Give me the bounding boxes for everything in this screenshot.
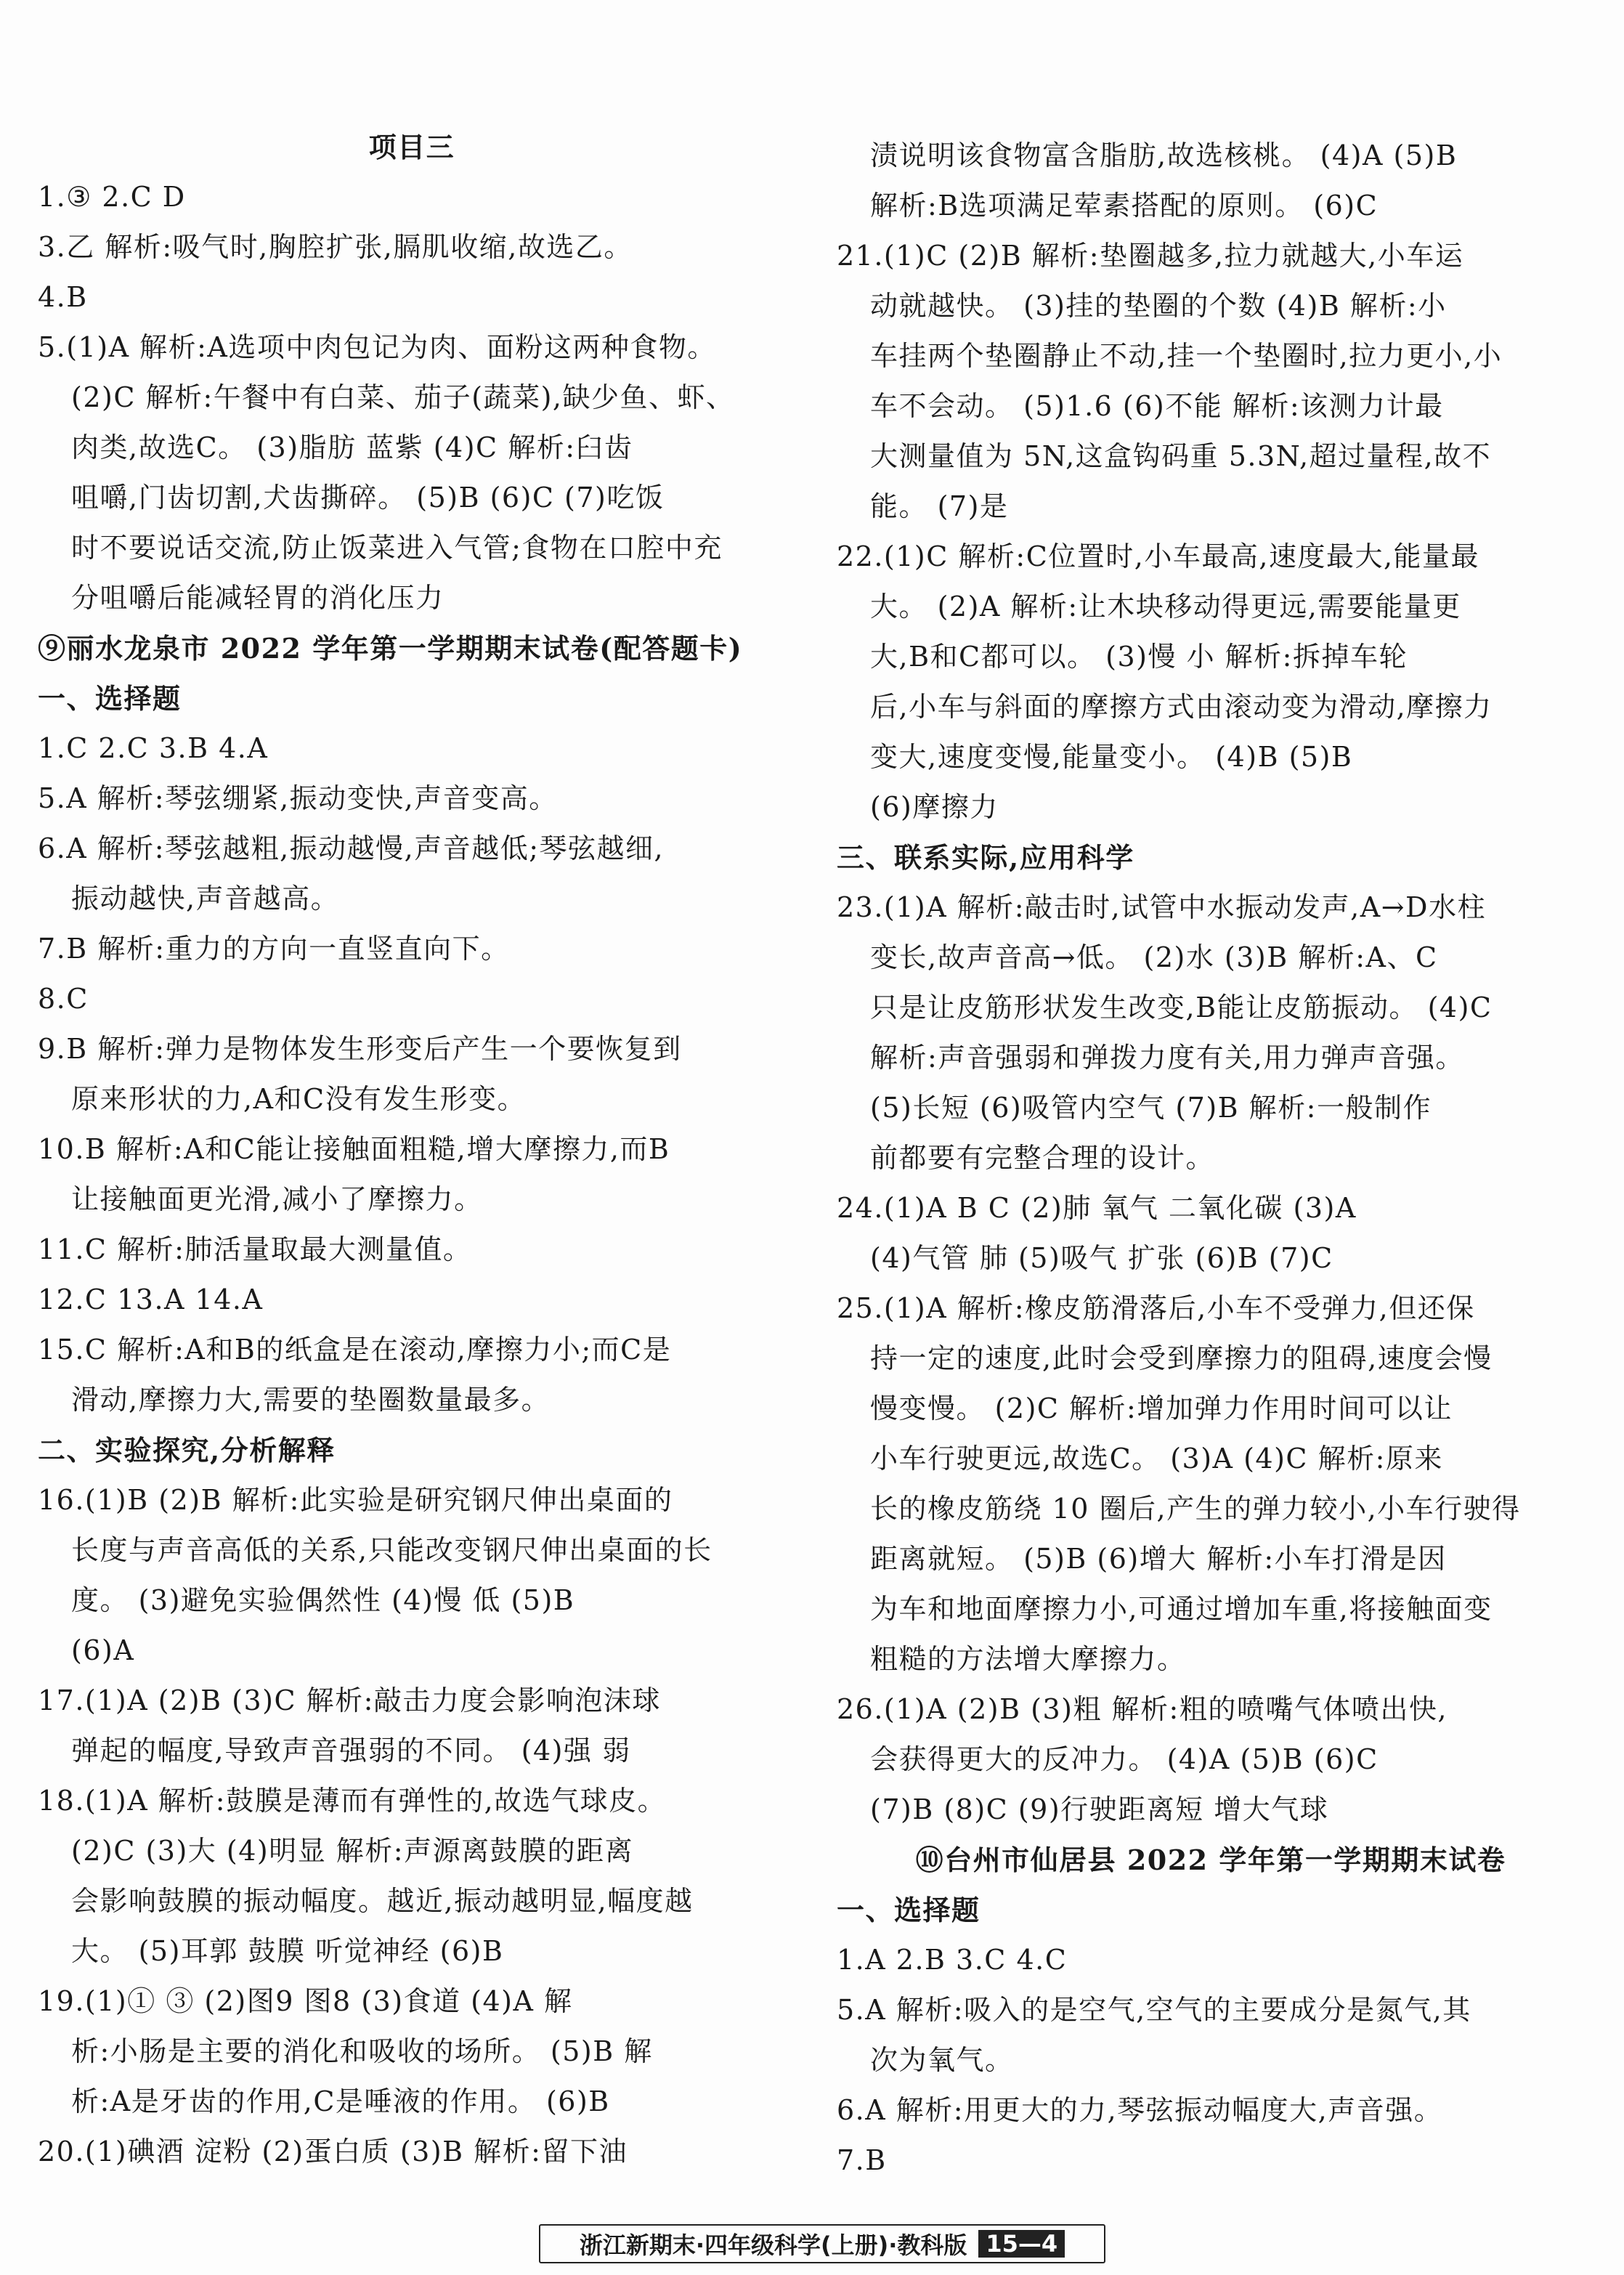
right-text-line: (4)气管 肺 (5)吸气 扩张 (6)B (7)C [870,1242,1333,1274]
left-text-line: 1.③ 2.C D [38,181,186,213]
right-text-line: 大。 (2)A 解析:让木块移动得更远,需要能量更 [870,591,1461,623]
right-column [837,131,1585,2186]
left-text-line: 析:A是牙齿的作用,C是唾液的作用。 (6)B [71,2085,610,2117]
right-text-line: 为车和地面摩擦力小,可通过增加车重,将接触面变 [870,1593,1493,1625]
right-text-line: 22.(1)C 解析:C位置时,小车最高,速度最大,能量最 [837,540,1480,572]
left-text-line: 20.(1)碘酒 淀粉 (2)蛋白质 (3)B 解析:留下油 [38,2136,628,2167]
right-text-line: 粗糙的方法增大摩擦力。 [870,1643,1186,1675]
left-text-line: 滑动,摩擦力大,需要的垫圈数量最多。 [71,1384,551,1416]
left-column [38,122,786,2177]
left-text-line: 18.(1)A 解析:鼓膜是薄而有弹性的,故选气球皮。 [38,1785,667,1817]
page-footer [539,2224,1105,2263]
left-text-line: 12.C 13.A 14.A [38,1284,264,1315]
left-text-line: 分咀嚼后能减轻胃的消化压力 [71,582,444,614]
left-text-line: 5.A 解析:琴弦绷紧,振动变快,声音变高。 [38,782,558,814]
left-text-line: 长度与声音高低的关系,只能改变钢尺伸出桌面的长 [71,1534,712,1566]
left-text-line: 4.B [38,281,88,313]
left-text-line: 弹起的幅度,导致声音强弱的不同。 (4)强 弱 [71,1735,631,1767]
left-text-line: 肉类,故选C。 (3)脂肪 蓝紫 (4)C 解析:臼齿 [71,431,633,463]
right-text-line: 解析:B选项满足荤素搭配的原则。 (6)C [870,190,1379,222]
right-text-line: 车挂两个垫圈静止不动,挂一个垫圈时,拉力更小,小 [870,340,1503,372]
right-text-line: 大,B和C都可以。 (3)慢 小 解析:拆掉车轮 [870,641,1408,673]
left-text-line: 19.(1)① ③ (2)图9 图8 (3)食道 (4)A 解 [38,1985,573,2017]
right-text-line: 持一定的速度,此时会受到摩擦力的阻碍,速度会慢 [870,1342,1493,1374]
left-text-line: 1.C 2.C 3.B 4.A [38,732,269,764]
right-text-line: 渍说明该食物富含脂肪,故选核桃。 (4)A (5)B [870,139,1458,171]
right-text-line: 慢变慢。 (2)C 解析:增加弹力作用时间可以让 [870,1392,1453,1424]
left-text-line: 3.乙 解析:吸气时,胸腔扩张,膈肌收缩,故选乙。 [38,231,633,263]
left-text-line: 10.B 解析:A和C能让接触面粗糙,增大摩擦力,而B [38,1133,670,1165]
left-text-line: (2)C 解析:午餐中有白菜、茄子(蔬菜),缺少鱼、虾、 [71,381,735,413]
right-text-line: 只是让皮筋形状发生改变,B能让皮筋振动。 (4)C [870,991,1493,1023]
right-text-line: 后,小车与斜面的摩擦方式由滚动变为滑动,摩擦力 [870,691,1493,723]
right-text-line: 变长,故声音高→低。 (2)水 (3)B 解析:A、C [870,941,1438,973]
left-text-line: 析:小肠是主要的消化和吸收的场所。 (5)B 解 [71,2035,653,2067]
right-text-line: 5.A 解析:吸入的是空气,空气的主要成分是氮气,其 [837,1994,1471,2026]
left-text-line: 二、实验探究,分析解释 [38,1434,336,1467]
right-text-line: ⑩台州市仙居县 2022 学年第一学期期末试卷 [915,1844,1506,1876]
right-text-line: 26.(1)A (2)B (3)粗 解析:粗的喷嘴气体喷出快, [837,1693,1448,1725]
left-text-line: 时不要说话交流,防止饭菜进入气管;食物在口腔中充 [71,532,723,564]
right-text-line: 小车行驶更远,故选C。 (3)A (4)C 解析:原来 [870,1443,1443,1475]
left-text-line: 7.B 解析:重力的方向一直竖直向下。 [38,933,510,965]
right-text-line: 24.(1)A B C (2)肺 氧气 二氧化碳 (3)A [837,1192,1357,1224]
right-text-line: 大测量值为 5N,这盒钩码重 5.3N,超过量程,故不 [870,440,1492,472]
left-text-line: 项目三 [368,131,455,163]
left-text-line: 17.(1)A (2)B (3)C 解析:敲击力度会影响泡沫球 [38,1684,661,1716]
left-text-line: 咀嚼,门齿切割,犬齿撕碎。 (5)B (6)C (7)吃饭 [71,482,665,514]
left-text-line: 8.C [38,983,89,1015]
left-text-line: 一、选择题 [38,682,182,715]
left-text-line: 6.A 解析:琴弦越粗,振动越慢,声音越低;琴弦越细, [38,832,665,864]
right-text-line: 一、选择题 [837,1894,981,1926]
left-text-line: (2)C (3)大 (4)明显 解析:声源离鼓膜的距离 [71,1835,634,1867]
footer-title: 浙江新期末·四年级科学(上册)·教科版 [579,2231,967,2259]
left-text-line: ⑨丽水龙泉市 2022 学年第一学期期末试卷(配答题卡) [38,632,743,665]
right-text-line: 三、联系实际,应用科学 [837,841,1134,874]
left-text-line: (6)A [71,1634,135,1666]
left-text-line: 11.C 解析:肺活量取最大测量值。 [38,1233,472,1265]
right-text-line: 能。 (7)是 [870,490,1009,522]
right-text-line: 长的橡皮筋绕 10 圈后,产生的弹力较小,小车行驶得 [870,1493,1521,1525]
right-text-line: 21.(1)C (2)B 解析:垫圈越多,拉力就越大,小车运 [837,240,1464,272]
right-text-line: (6)摩擦力 [870,791,999,823]
right-text-line: 动就越快。 (3)挂的垫圈的个数 (4)B 解析:小 [870,290,1447,322]
page-number: 15—4 [978,2230,1065,2258]
left-text-line: 振动越快,声音越高。 [71,883,340,915]
left-text-line: 会影响鼓膜的振动幅度。越近,振动越明显,幅度越 [71,1885,694,1917]
right-text-line: 25.(1)A 解析:橡皮筋滑落后,小车不受弹力,但还保 [837,1292,1475,1324]
right-text-line: 7.B [837,2144,887,2176]
right-text-line: 车不会动。 (5)1.6 (6)不能 解析:该测力计最 [870,390,1444,422]
left-text-line: 大。 (5)耳郭 鼓膜 听觉神经 (6)B [71,1935,504,1967]
right-text-line: 前都要有完整合理的设计。 [870,1142,1215,1174]
left-text-line: 16.(1)B (2)B 解析:此实验是研究钢尺伸出桌面的 [38,1484,673,1516]
left-text-line: 15.C 解析:A和B的纸盒是在滚动,摩擦力小;而C是 [38,1334,672,1366]
left-text-line: 让接触面更光滑,减小了摩擦力。 [71,1183,483,1215]
right-text-line: 1.A 2.B 3.C 4.C [837,1944,1068,1976]
left-text-line: 度。 (3)避免实验偶然性 (4)慢 低 (5)B [71,1584,575,1616]
left-text-line: 5.(1)A 解析:A选项中肉包记为肉、面粉这两种食物。 [38,331,716,363]
right-text-line: (5)长短 (6)吸管内空气 (7)B 解析:一般制作 [870,1092,1432,1124]
right-text-line: 变大,速度变慢,能量变小。 (4)B (5)B [870,741,1353,773]
left-text-line: 原来形状的力,A和C没有发生形变。 [71,1083,527,1115]
left-text-line: 9.B 解析:弹力是物体发生形变后产生一个要恢复到 [38,1033,682,1065]
right-text-line: 会获得更大的反冲力。 (4)A (5)B (6)C [870,1743,1379,1775]
right-text-line: 距离就短。 (5)B (6)增大 解析:小车打滑是因 [870,1543,1447,1575]
right-text-line: 23.(1)A 解析:敲击时,试管中水振动发声,A→D水柱 [837,891,1486,923]
right-text-line: 次为氧气。 [870,2044,1014,2076]
right-text-line: 6.A 解析:用更大的力,琴弦振动幅度大,声音强。 [837,2094,1443,2126]
right-text-line: 解析:声音强弱和弹拨力度有关,用力弹声音强。 [870,1042,1464,1074]
right-text-line: (7)B (8)C (9)行驶距离短 增大气球 [870,1793,1329,1825]
